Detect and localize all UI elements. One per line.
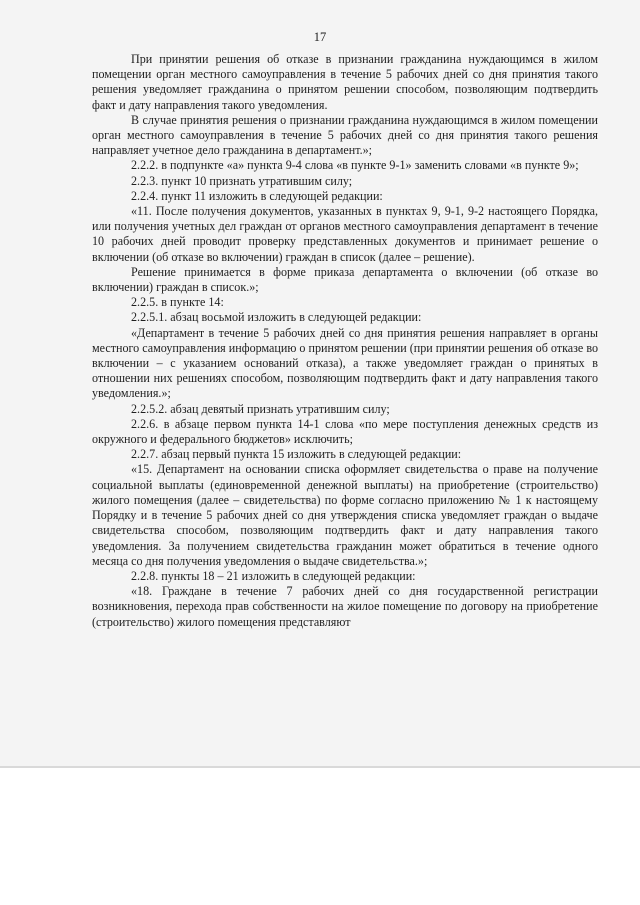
- paragraph: 2.2.5.1. абзац восьмой изложить в следующей редакции:: [131, 310, 422, 325]
- paragraph: Решение принимается в форме приказа департамента о включении (об отказе во включении) граждан в список.»;: [92, 264, 598, 295]
- page-number: 17: [313, 30, 327, 44]
- document-body: [92, 52, 598, 630]
- paragraph: 2.2.5. в пункте 14:: [131, 295, 224, 310]
- paragraph: «11. После получения документов, указанных в пунктах 9, 9-1, 9-2 настоящего Порядка, или получения учетных дел граждан от органов местного самоуправления департамент в течение 10 рабочих дней проводит проверку представленных документов и принимает решение о включении (об отказе во включении) граждан в список (далее – решение).: [92, 204, 598, 264]
- paragraph: 2.2.4. пункт 11 изложить в следующей редакции:: [131, 188, 383, 203]
- scan-edge-divider: [0, 766, 640, 768]
- paragraph: 2.2.2. в подпункте «а» пункта 9-4 слова «в пункте 9-1» заменить словами «в пункте 9»;: [131, 158, 579, 173]
- paragraph: «15. Департамент на основании списка оформляет свидетельства о праве на получение социальной выплаты (единовременной денежной выплаты) на приобретение (строительство) жилого помещения (далее – свидетельства) по форме согласно приложению № 1 к настоящему Порядку и в течение 5 рабочих дней со дня утверждения списка уведомляет граждан о выдаче свидетельства способом, позволяющим подтвердить факт и дату направления такого уведомления. За получением свидетельства гражданин может обратиться в течение одного месяца со дня получения уведомления о выдаче свидетельства.»;: [92, 462, 598, 568]
- paragraph: «18. Граждане в течение 7 рабочих дней со дня государственной регистрации возникновения, перехода прав собственности на жилое помещение по договору на приобретение (строительство) жилого помещения представляют: [92, 584, 598, 629]
- paragraph: 2.2.8. пункты 18 – 21 изложить в следующей редакции:: [131, 568, 416, 583]
- paragraph: 2.2.6. в абзаце первом пункта 14-1 слова «по мере поступления денежных средств из окружного и федерального бюджетов» исключить;: [92, 416, 598, 447]
- paragraph: «Департамент в течение 5 рабочих дней со дня принятия решения направляет в органы местного самоуправления информацию о принятом решении (при принятии решения об отказе во включении – с указанием оснований отказа), а также уведомляет граждан о принятых в отношении них решениях способом, позволяющим подтвердить факт и дату направления такого уведомления.»;: [92, 325, 598, 401]
- paragraph: 2.2.5.2. абзац девятый признать утратившим силу;: [131, 401, 390, 416]
- paragraph: 2.2.7. абзац первый пункта 15 изложить в следующей редакции:: [131, 447, 462, 462]
- paragraph: В случае принятия решения о признании гражданина нуждающимся в жилом помещении орган местного самоуправления в течение 5 рабочих дней со дня принятия такого решения направляет учетное дело гражданина в департамент.»;: [92, 112, 598, 158]
- paragraph: 2.2.3. пункт 10 признать утратившим силу;: [131, 173, 353, 188]
- paragraph: При принятии решения об отказе в признании гражданина нуждающимся в жилом помещении орган местного самоуправления в течение 5 рабочих дней со дня принятия такого решения уведомляет гражданина о принятом решении способом, позволяющим подтвердить факт и дату направления такого уведомления.: [92, 52, 598, 112]
